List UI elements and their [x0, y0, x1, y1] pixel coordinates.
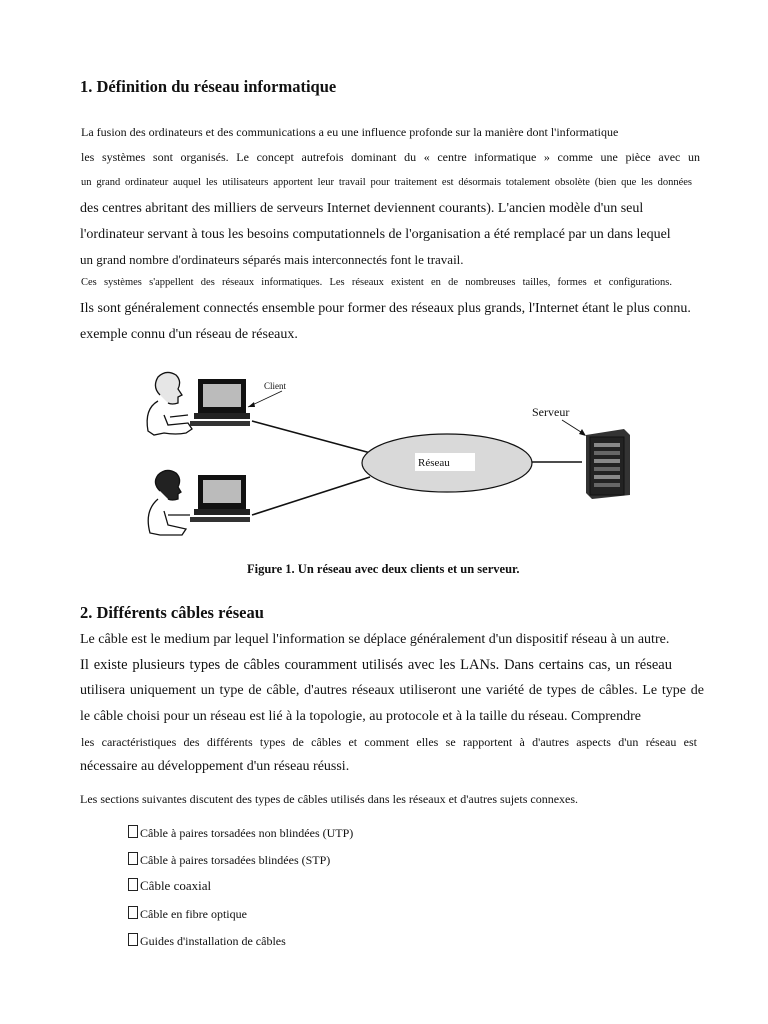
section2-line-3: utilisera uniquement un type de câble, d'autres réseaux utiliseront une variété de types de câbles. Le type de [80, 683, 704, 698]
list-item [128, 906, 247, 922]
list-item-label: Câble en fibre optique [140, 907, 247, 921]
checkbox-bullet-icon [128, 825, 138, 838]
list-item-label: Câble à paires torsadées blindées (STP) [140, 853, 331, 867]
list-item [128, 878, 211, 894]
client-user-icon [147, 372, 192, 435]
section2-heading: 2. Différents câbles réseau [80, 603, 264, 622]
section2-intro: Les sections suivantes discutent des types de câbles utilisés dans les réseaux et d'autres sujets connexes. [80, 792, 579, 806]
section1-line-2: les systèmes sont organisés. Le concept autrefois dominant du « centre informatique » comme une pièce avec un [81, 150, 700, 164]
list-item-label: Câble coaxial [140, 878, 212, 893]
link-client1 [252, 421, 378, 455]
network-label: Réseau [418, 457, 450, 469]
section1-line-3: un grand ordinateur auquel les utilisateurs apportent leur travail pour traitement est désormais totalement obsolète (bien que les données [81, 177, 692, 188]
link-client2 [252, 477, 370, 515]
section1-line-6: un grand nombre d'ordinateurs séparés mais interconnectés font le travail. [80, 252, 464, 267]
list-item-label: Guides d'installation de câbles [140, 934, 286, 948]
list-item [128, 933, 286, 949]
checkbox-bullet-icon [128, 906, 138, 919]
checkbox-bullet-icon [128, 852, 138, 865]
section2-line-1: Le câble est le medium par lequel l'information se déplace généralement d'un dispositif réseau à un autre. [80, 632, 670, 647]
server-label: Serveur [532, 405, 570, 419]
checkbox-bullet-icon [128, 878, 138, 891]
section2-line-5: les caractéristiques des différents types de câbles et comment elles se rapportent à d'autres aspects d'un réseau est [81, 735, 697, 749]
figure-caption: Figure 1. Un réseau avec deux clients et un serveur. [247, 562, 520, 576]
client-label: Client [264, 381, 286, 391]
list-item [128, 825, 353, 841]
client-user-icon [148, 470, 190, 535]
section1-line-5: l'ordinateur servant à tous les besoins computationnels de l'organisation a été remplacé par un dans lequel [80, 227, 671, 242]
list-item [128, 852, 330, 868]
list-item-label: Câble à paires torsadées non blindées (UTP) [140, 826, 354, 840]
section1-line-7: Ces systèmes s'appellent des réseaux informatiques. Les réseaux existent en de nombreuses tailles, formes et configurations. [81, 277, 672, 288]
section1-line-9: exemple connu d'un réseau de réseaux. [80, 327, 298, 342]
section1-line-1: La fusion des ordinateurs et des communications a eu une influence profonde sur la manière dont l'informatique [81, 125, 619, 139]
server-icon [586, 429, 630, 499]
section1-heading: 1. Définition du réseau informatique [80, 77, 337, 96]
checkbox-bullet-icon [128, 933, 138, 946]
section2-line-2: Il existe plusieurs types de câbles couramment utilisés avec les LANs. Dans certains cas, un réseau [80, 657, 672, 673]
section1-line-4: des centres abritant des milliers de serveurs Internet deviennent courants). L'ancien modèle d'un seul [80, 201, 644, 216]
section2-line-6: nécessaire au développement d'un réseau réussi. [80, 759, 350, 774]
section1-line-8: Ils sont généralement connectés ensemble pour former des réseaux plus grands, l'Internet étant le plus connu. [80, 301, 691, 316]
computer-icon [190, 475, 250, 522]
computer-icon [190, 379, 250, 426]
network-diagram [130, 365, 650, 555]
section2-line-4: le câble choisi pour un réseau est lié à la topologie, au protocole et à la taille du réseau. Comprendre [80, 709, 641, 724]
